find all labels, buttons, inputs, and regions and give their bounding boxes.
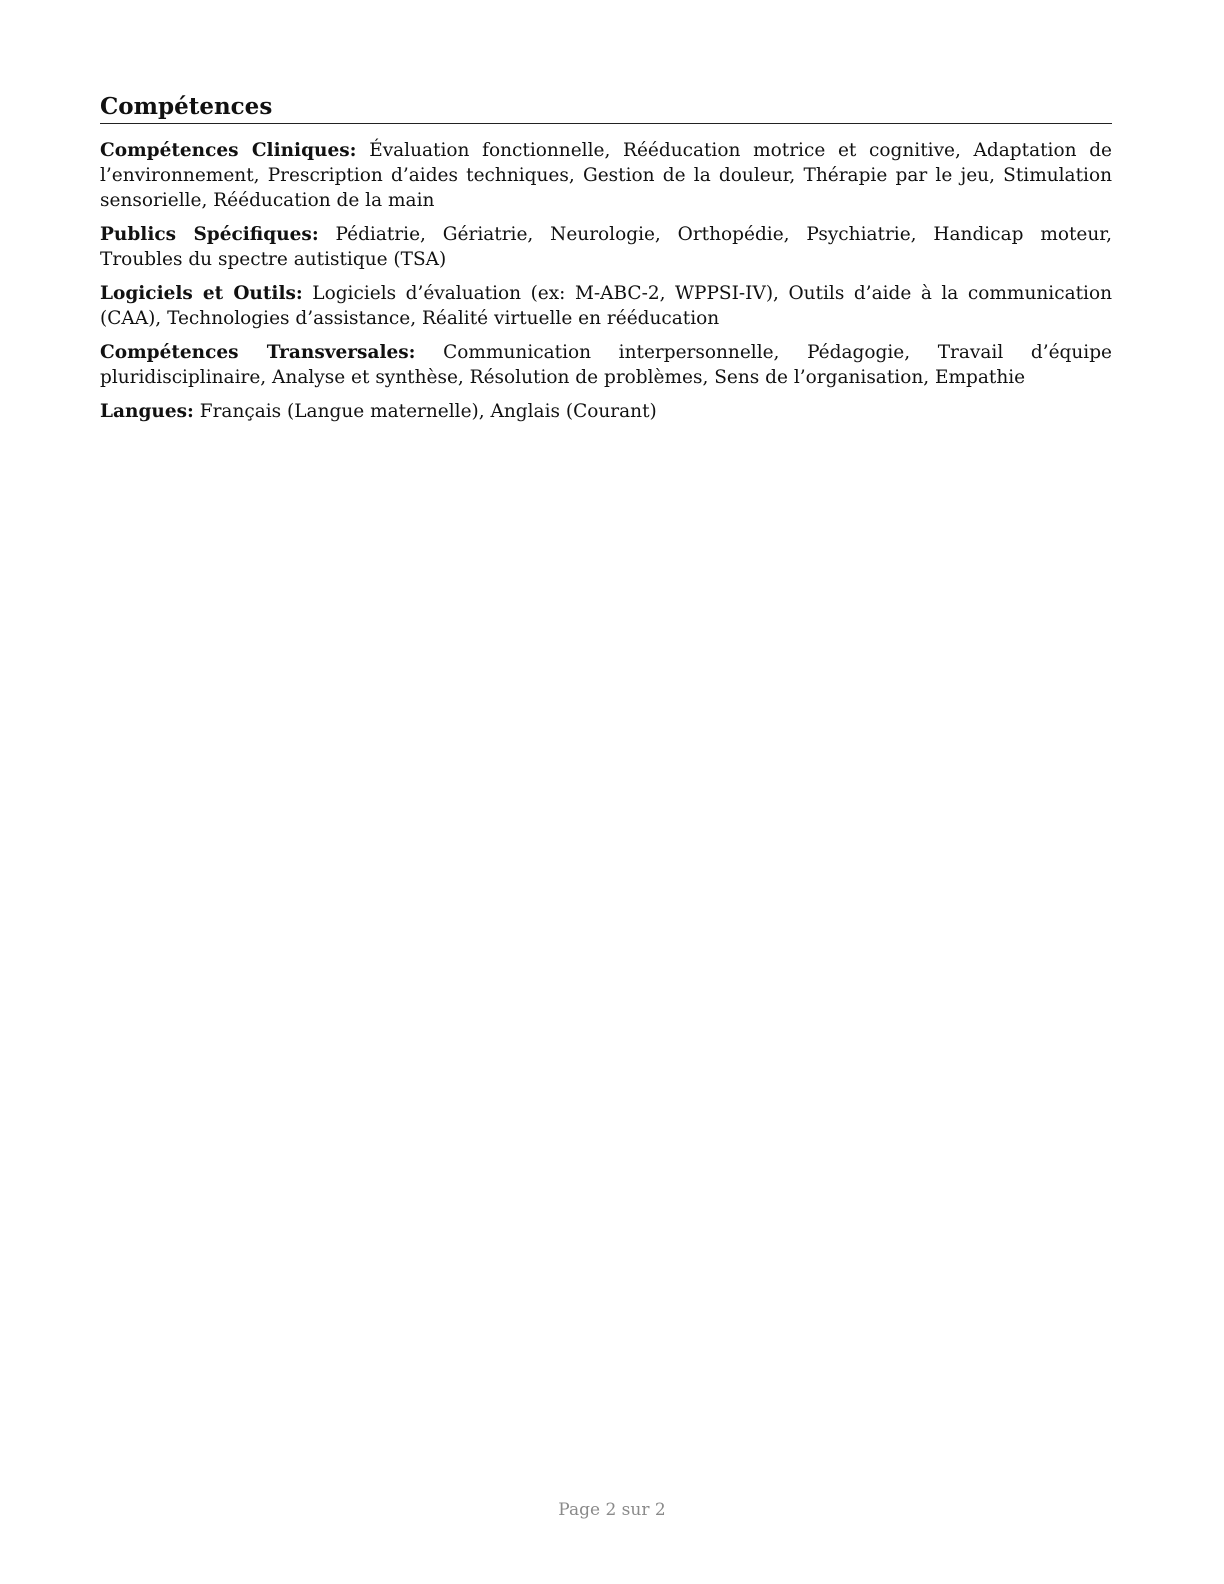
skill-label: Publics Spécifiques: [100,224,319,245]
skill-label: Compétences Cliniques: [100,140,357,161]
skills-list [100,138,1112,424]
skill-row-transversal [100,340,1112,390]
skill-row-clinical [100,138,1112,213]
section-title: Compétences [100,92,1112,124]
skill-text: Évaluation fonctionnelle, Rééducation motrice et cognitive, Adaptation de l’environnement, Prescription d’aides techniques, Gestion de la douleur, Thérapie par le jeu, Stimulation sensorielle, Rééducation de la main [100,140,1112,211]
skill-label: Langues: [100,401,194,422]
skill-label: Compétences Transversales: [100,342,416,363]
skill-row-languages [100,399,1112,424]
skill-label: Logiciels et Outils: [100,283,303,304]
skill-text: Pédiatrie, Gériatrie, Neurologie, Orthopédie, Psychiatrie, Handicap moteur, Troubles du spectre autistique (TSA) [100,224,1112,270]
page-number: Page 2 sur 2 [558,1500,666,1520]
document-page [100,92,1112,433]
skill-text: Logiciels d’évaluation (ex: M-ABC-2, WPPSI-IV), Outils d’aide à la communication (CAA), Technologies d’assistance, Réalité virtuelle en rééducation [100,283,1112,329]
skill-text: Communication interpersonnelle, Pédagogie, Travail d’équipe pluridisciplinaire, Analyse et synthèse, Résolution de problèmes, Sens de l’organisation, Empathie [100,342,1112,388]
skill-text: Français (Langue maternelle), Anglais (Courant) [199,401,657,422]
skill-row-software [100,281,1112,331]
skill-row-publics [100,222,1112,272]
